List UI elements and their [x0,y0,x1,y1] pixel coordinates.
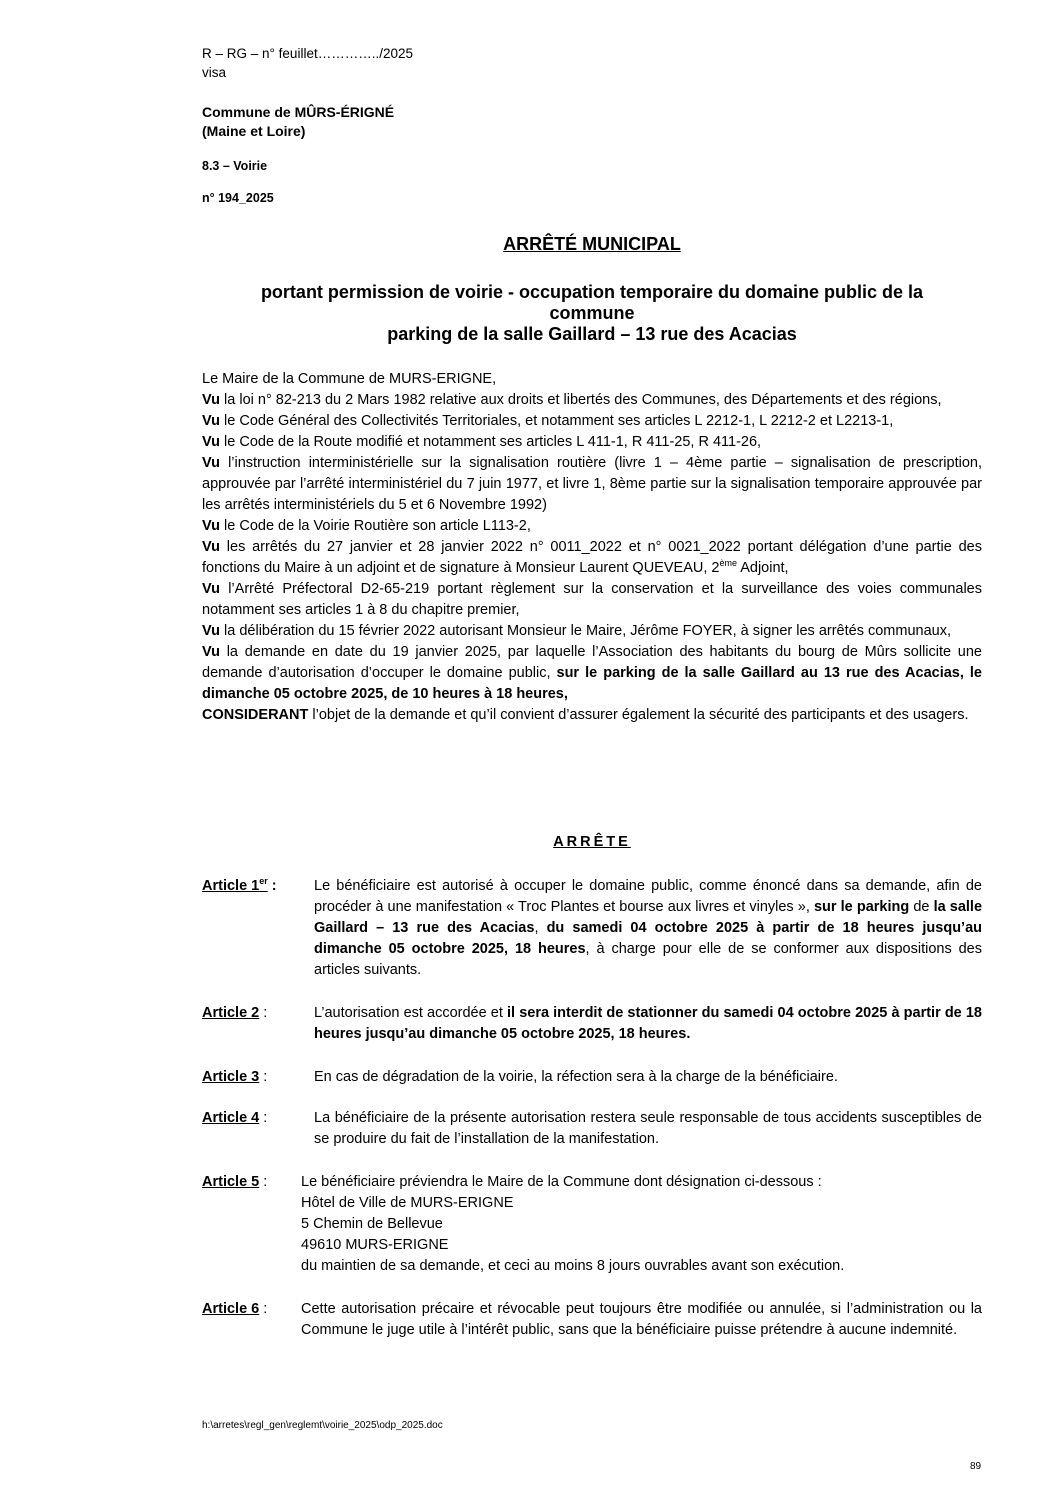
article-label-colon: : [259,1069,268,1085]
vu-label: Vu [202,539,220,555]
vu-label: Vu [202,413,220,429]
article-label [202,1003,267,1024]
article-text: En cas de dégradation de la voirie, la réfection sera à la charge de la bénéficiaire. [314,1069,838,1085]
vu-label: Vu [202,644,220,660]
considerant-clause [202,705,982,726]
vu-text: la loi n° 82-213 du 2 Mars 1982 relative aux droits et libertés des Communes, des Départements et des régions, [220,392,942,408]
article-body [314,1003,982,1045]
vu-label: Vu [202,392,220,408]
article-label [202,1172,267,1193]
article-label [202,1108,267,1129]
subtitle-line: portant permission de voirie - occupation temporaire du domaine public de la [260,282,924,302]
subtitle-line: parking de la salle Gaillard – 13 rue des Acacias [387,324,797,344]
article-label-text: Article 6 [202,1301,260,1317]
article-text: , à charge pour elle de se conformer aux dispositions des articles suivants. [314,941,982,978]
vu-label: Vu [202,434,220,450]
article-6 [202,1299,982,1341]
address-line: 5 Chemin de Bellevue [301,1216,443,1232]
vu-clause [202,432,982,453]
vu-clause [202,642,982,705]
article-3 [202,1067,982,1088]
article-text: de [909,899,934,915]
article-text: , [534,920,547,936]
address-line: 49610 MURS-ERIGNE [301,1237,449,1253]
article-body [301,1299,982,1341]
vu-text: l’Arrêté Préfectoral D2-65-219 portant règlement sur la conservation et la surveillance des voies communales notamment ses articles 1 à 8 du chapitre premier, [202,581,982,618]
article-label-text: Article 1 [202,878,260,894]
article-label-text: Article 3 [202,1069,260,1085]
superscript: er [259,876,268,887]
vu-clause [202,537,982,579]
article-label [202,876,277,897]
article-text: L’autorisation est accordée et [314,1005,508,1021]
vu-label: Vu [202,623,220,639]
vu-label: Vu [202,455,220,471]
article-body [314,876,982,981]
article-label [202,1299,267,1320]
reference-line: R – RG – n° feuillet…………../2025 [202,46,413,61]
article-5 [202,1172,982,1277]
document-title: ARRÊTÉ MUNICIPAL [503,234,681,254]
article-text-bold: sur le parking [813,899,910,915]
vu-text: les arrêtés du 27 janvier et 28 janvier 2022 n° 0011_2022 et n° 0021_2022 portant délégation d’une partie des fonctions du Maire à un adjoint et de signature à Monsieur Laurent QUEVEAU, 2 [202,539,982,576]
preamble-intro: Le Maire de la Commune de MURS-ERIGNE, [202,371,497,387]
article-text: La bénéficiaire de la présente autorisation restera seule responsable de tous accidents susceptibles de se produire du fait de l’installation de la manifestation. [314,1110,982,1147]
vu-text: le Code de la Voirie Routière son article L113-2, [220,518,531,534]
article-label-text: Article 5 [202,1174,260,1190]
article-text: Le bénéficiaire est autorisé à occuper le domaine public, comme énoncé dans sa demande, afin de procéder à une manifestation « Troc Plantes et bourse aux livres et vinyles », [314,878,982,915]
preamble [202,369,982,726]
commune-name: Commune de MÛRS-ÉRIGNÉ [202,104,395,120]
considerant-text: l’objet de la demande et qu’il convient d’assurer également la sécurité des participants et des usagers. [308,707,969,723]
commune-block [202,103,394,141]
vu-clause [202,579,982,621]
arrete-heading: ARRÊTE [553,834,631,850]
article-label-colon: : [259,1301,268,1317]
vu-clause [202,516,982,537]
vu-text: la délibération du 15 février 2022 autorisant Monsieur le Maire, Jérôme FOYER, à signer les arrêtés communaux, [220,623,951,639]
article-body [314,1067,982,1088]
article-label-colon: : [259,1005,268,1021]
section-label: 8.3 – Voirie [202,159,268,173]
vu-text: la demande en date du 19 janvier 2025, par laquelle l’Association des habitants du bourg de Mûrs sollicite une demande d’autorisation d’occuper le domaine public, [202,644,982,681]
vu-label: Vu [202,581,220,597]
superscript: ème [719,558,737,569]
document-subtitle [202,282,982,345]
article-label-text: Article 2 [202,1005,260,1021]
vu-text: le Code de la Route modifié et notamment ses articles L 411-1, R 411-25, R 411-26, [220,434,762,450]
vu-text: l’instruction interministérielle sur la signalisation routière (livre 1 – 4ème partie – signalisation de prescription, approuvée par l’arrêté interministériel du 7 juin 1977, et livre 1, 8ème partie sur la signalisation temporaire approuvée par les arrêtés interministériels du 5 et 6 Novembre 1992) [202,455,982,513]
vu-clause [202,453,982,516]
article-label-colon: : [259,1110,268,1126]
address-line: Hôtel de Ville de MURS-ERIGNE [301,1195,514,1211]
article-text-bold: la salle Gaillard – 13 rue des Acacias [314,899,983,936]
vu-text: le Code Général des Collectivités Territoriales, et notamment ses articles L 2212-1, L 2212-2 et L2213-1, [220,413,894,429]
article-label-colon: : [259,1174,268,1190]
article-text: du maintien de sa demande, et ceci au moins 8 jours ouvrables avant son exécution. [301,1258,845,1274]
article-text-bold: il sera interdit de stationner du samedi 04 octobre 2025 à partir de 18 heures jusqu’au dimanche 05 octobre 2025, 18 heures. [314,1005,982,1042]
article-label-text: Article 4 [202,1110,260,1126]
article-label [202,1067,267,1088]
considerant-label: CONSIDERANT [202,707,309,723]
article-1 [202,876,982,981]
article-4 [202,1108,982,1150]
vu-clause [202,621,982,642]
commune-department: (Maine et Loire) [202,123,306,139]
vu-text: Adjoint, [736,560,789,576]
footer-file-path: h:\arretes\regl_gen\reglemt\voirie_2025\odp_2025.doc [202,1420,443,1431]
article-text: Le bénéficiaire préviendra le Maire de la Commune dont désignation ci-dessous : [301,1174,822,1190]
article-text: Cette autorisation précaire et révocable peut toujours être modifiée ou annulée, si l’administration ou la Commune le juge utile à l’intérêt public, sans que la bénéficiaire puisse prétendre à aucune indemnité. [301,1301,982,1338]
subtitle-line: commune [549,303,635,323]
visa-label: visa [202,65,227,80]
vu-clause [202,411,982,432]
article-body [314,1108,982,1150]
page-number: 89 [970,1461,982,1472]
vu-label: Vu [202,518,220,534]
arrete-number: n° 194_2025 [202,191,274,205]
vu-clause [202,390,982,411]
article-label-colon: : [267,878,277,894]
reference-block [202,44,413,82]
article-text-bold: du samedi 04 octobre 2025 à partir de 18 heures jusqu’au dimanche 05 octobre 2025, 18 heures [314,920,983,957]
article-2 [202,1003,982,1045]
article-body [301,1172,982,1277]
vu-text-bold: sur le parking de la salle Gaillard au 13 rue des Acacias, le dimanche 05 octobre 2025, de 10 heures à 18 heures, [202,665,983,702]
